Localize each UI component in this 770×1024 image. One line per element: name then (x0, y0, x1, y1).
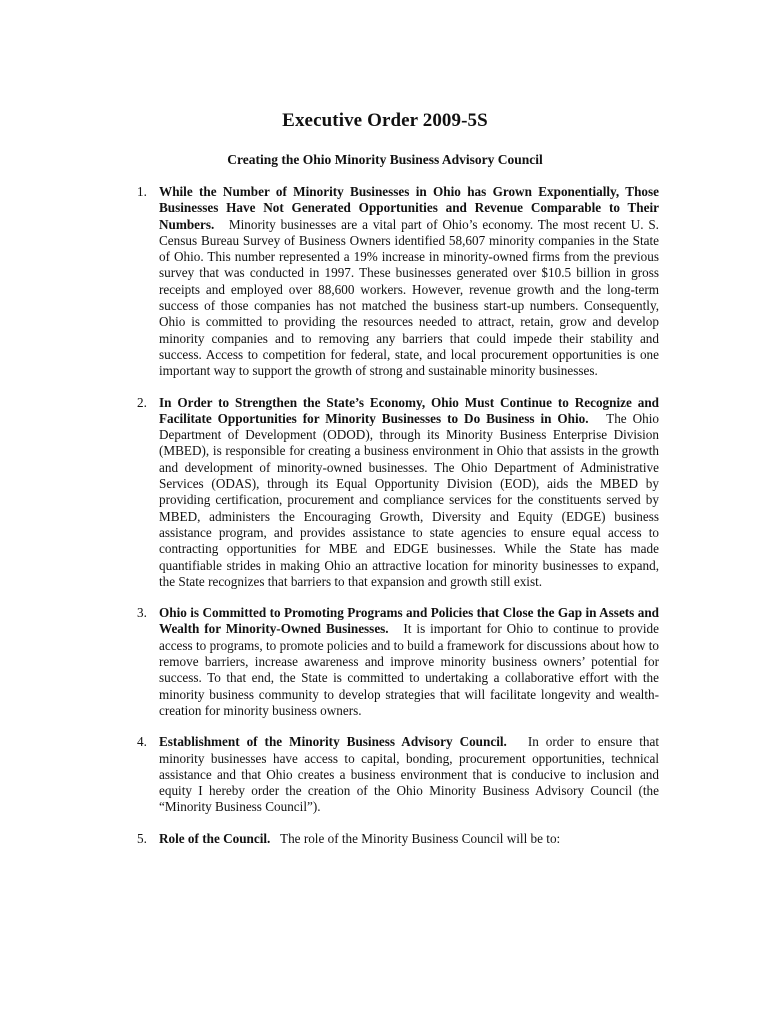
section-body: In order to ensure that minority businesses have access to capital, bonding, procurement opportunities, technical assistance and that Ohio creates a business environment that is conducive to inclusion and equity I hereby order the creation of the Ohio Minority Business Advisory Council (the “Minority Business Council”). (159, 734, 660, 815)
section-heading: Establishment of the Minority Business Advisory Council. (159, 734, 521, 750)
section-item-5 (137, 831, 659, 847)
section-number: 4. (137, 734, 147, 750)
section-item-4 (137, 734, 659, 815)
section-heading: Ohio is Committed to Promoting Programs and Policies that Close the Gap in Assets and Wealth for Minority-Owned Businesses. (159, 605, 663, 637)
section-body: The role of the Minority Business Council will be to: (280, 830, 561, 846)
section-item-2 (137, 394, 663, 591)
section-item-3 (137, 605, 663, 719)
section-heading: While the Number of Minority Businesses in Ohio has Grown Exponentially, Those Businesses Have Not Generated Opportunities and Revenue Comparable to Their Numbers. (159, 184, 663, 232)
document-subtitle: Creating the Ohio Minority Business Advisory Council (227, 152, 543, 167)
section-heading: Role of the Council. (159, 830, 277, 846)
section-body: Minority businesses are a vital part of Ohio’s economy. The most recent U. S. Census Bureau Survey of Business Owners identified 58,607 minority companies in the State of Ohio. This number represented a 19% increase in minority-owned firms from the previous survey that was conducted in 1997. These businesses generated over $10.5 billion in gross receipts and employed over 88,600 workers. However, revenue growth and the long-term success of those companies has not matched the business start-up numbers. Consequently, Ohio is committed to providing the resources needed to attract, retain, grow and develop minority companies and to removing any barriers that could impede their stability and success. Access to competition for federal, state, and local procurement opportunities is one important way to support the growth of strong and sustainable minority businesses. (159, 216, 659, 379)
section-item-1 (137, 184, 663, 380)
order-sections-list (137, 184, 663, 862)
section-number: 5. (137, 830, 147, 846)
section-number: 3. (137, 605, 147, 621)
section-heading: In Order to Strengthen the State’s Economy, Ohio Must Continue to Recognize and Facilitate Opportunities for Minority Businesses to Do Business in Ohio. (159, 394, 663, 426)
document-title: Executive Order 2009-5S (282, 110, 488, 131)
section-number: 1. (137, 184, 147, 199)
section-body: It is important for Ohio to continue to provide access to programs, to promote policies and to build a framework for discussions about how to remove barriers, increase awareness and improve minority business owners’ potential for success. To that end, the State is committed to undertaking a collaborative effort with the minority business community to develop strategies that will facilitate longevity and wealth-creation for minority business owners. (159, 621, 659, 718)
section-body: The Ohio Department of Development (ODOD), through its Minority Business Enterprise Division (MBED), is responsible for creating a business environment in Ohio that assists in the growth and development of minority-owned businesses. The Ohio Department of Administrative Services (ODAS), through its Equal Opportunity Division (EOD), aids the MBED by providing certification, procurement and compliance services for the constituents served by MBED, administers the Encouraging Growth, Diversity and Equity (EDGE) business assistance program, and provides assistance to state agencies to ensure equal access to contracting opportunities for MBE and EDGE businesses. While the State has made quantifiable strides in making Ohio an attractive location for minority businesses to expand, the State recognizes that barriers to that expansion and growth still exist. (159, 410, 659, 589)
section-number: 2. (137, 394, 147, 410)
